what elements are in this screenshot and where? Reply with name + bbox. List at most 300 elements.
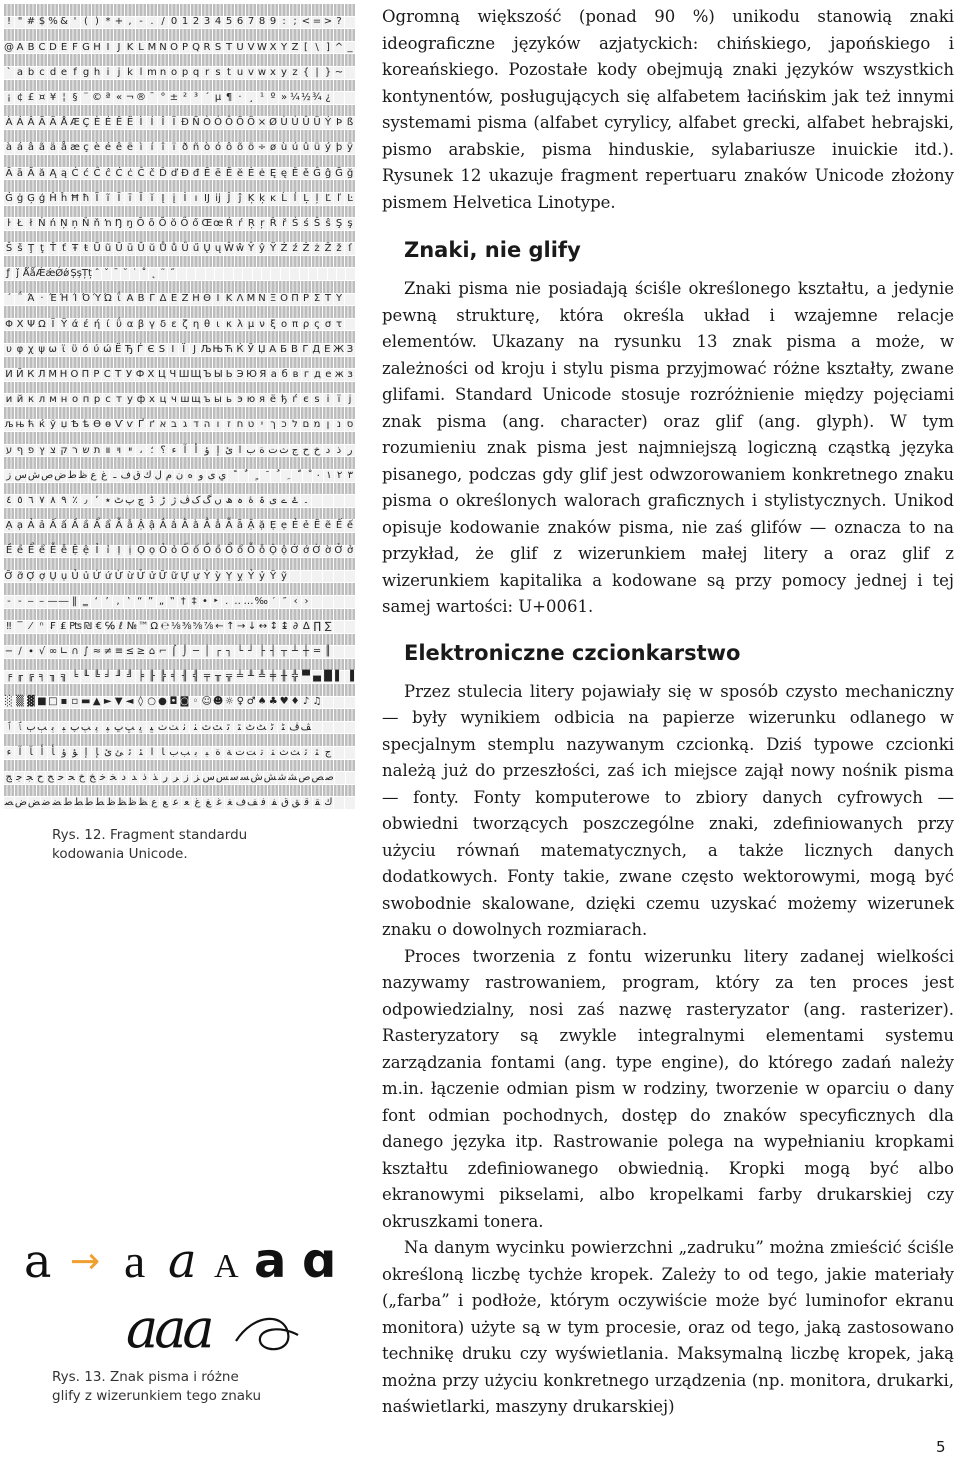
code-point-cell xyxy=(312,760,323,773)
code-point-cell xyxy=(301,457,312,470)
code-point-cell xyxy=(202,357,213,370)
glyph-cell: ľ xyxy=(334,193,345,206)
code-point-cell xyxy=(158,4,169,17)
code-point-cell xyxy=(257,785,268,798)
glyph-cell: ş xyxy=(345,218,356,231)
code-point-cell xyxy=(202,54,213,67)
glyph-cell: ﻒ xyxy=(247,797,258,809)
code-point-cell xyxy=(70,180,81,193)
glyph-cell: ▐ xyxy=(345,671,356,684)
code-point-cell xyxy=(169,29,180,42)
glyph-cell: і xyxy=(323,394,334,407)
glyph-cell: ﺄ xyxy=(48,747,59,760)
code-point-cell xyxy=(26,609,37,622)
glyph-cell: ẩ xyxy=(103,520,114,533)
code-point-row xyxy=(4,709,356,722)
code-point-cell xyxy=(246,634,257,647)
glyph-cell: U xyxy=(235,42,246,55)
glyph-cell: ╒ xyxy=(4,671,15,684)
code-point-cell xyxy=(224,130,235,143)
figure12-caption-line2: kodowania Unicode. xyxy=(52,846,188,862)
code-point-cell xyxy=(59,684,70,697)
glyph-cell: ﭢ xyxy=(201,721,212,733)
glyph-cell: Ī xyxy=(114,193,125,206)
glyph-cell: ả xyxy=(37,520,48,533)
code-point-cell xyxy=(334,306,345,319)
glyph-cell: i xyxy=(103,67,114,80)
code-point-cell xyxy=(279,256,290,269)
glyph-cell: Ỗ xyxy=(246,546,257,559)
code-point-cell xyxy=(26,29,37,42)
glyph-cell: ◦ xyxy=(190,697,201,710)
code-point-cell xyxy=(213,331,224,344)
code-point-cell xyxy=(334,558,345,571)
code-point-cell xyxy=(136,180,147,193)
glyph-cell: ﻄ xyxy=(96,797,105,809)
glyph-cell: ﭝ xyxy=(147,722,158,735)
glyph-cell: υ xyxy=(4,344,15,357)
code-point-cell xyxy=(37,130,48,143)
glyph-cell xyxy=(334,571,345,584)
glyph-cell: ♪ xyxy=(301,697,312,710)
glyph-cell: ě xyxy=(301,168,312,181)
code-point-cell xyxy=(103,432,114,445)
glyph-cell: Ų xyxy=(202,243,213,256)
code-point-cell xyxy=(345,331,356,344)
glyph-cell: ψ xyxy=(37,344,48,357)
code-point-cell xyxy=(4,306,15,319)
glyph-cell: ы xyxy=(213,394,224,407)
glyph-cell: p xyxy=(180,67,191,80)
glyph-cell: ẳ xyxy=(213,520,224,533)
glyph-cell: ﭣ xyxy=(212,721,223,733)
code-point-cell xyxy=(48,357,59,370)
code-point-cell xyxy=(235,533,246,546)
code-point-cell xyxy=(191,634,202,647)
code-point-row xyxy=(4,281,356,294)
glyph-cell: ồ xyxy=(213,546,224,559)
glyph-cell: ﻍ xyxy=(193,797,204,810)
glyph-cell: M xyxy=(147,41,157,53)
code-point-cell xyxy=(213,684,224,697)
code-point-cell xyxy=(136,734,147,747)
glyph-cell: ® xyxy=(136,91,146,103)
code-point-cell xyxy=(301,231,312,244)
glyph-cell: Λ xyxy=(235,294,246,307)
code-point-cell xyxy=(70,734,81,747)
glyph-cell: ן xyxy=(323,420,334,433)
glyph-cell: ⁿ xyxy=(37,621,48,634)
glyph-cell: ☻ xyxy=(212,696,224,708)
code-point-cell xyxy=(59,533,70,546)
glyph-cell: С xyxy=(102,369,113,382)
glyph-cell: ہ xyxy=(235,495,246,508)
glyph-cell: ˙ xyxy=(130,268,139,281)
glyph-cell: ệ xyxy=(81,546,92,559)
code-point-cell xyxy=(268,382,279,395)
code-point-cell xyxy=(15,130,26,143)
glyph-cell xyxy=(345,92,356,105)
code-point-cell xyxy=(191,54,202,67)
glyph-cell: ♠ xyxy=(257,696,267,708)
glyph-cell: O xyxy=(169,42,180,55)
code-point-cell xyxy=(202,609,213,622)
glyph-cell: Ώ xyxy=(103,293,113,305)
code-point-cell xyxy=(224,684,235,697)
code-point-cell xyxy=(268,54,279,67)
paragraph-fonts: Przez stulecia litery pojawiały się w sposób czysto mechaniczny — były wynikiem odbicia na papierze wizerunku odlanego w specjalnym stemplu nazywanym czcionką. Dziś typowe czcionki należą już do przeszłości, zaś ich miejsce zajął nowy nośnik pisma — fonty. Fonty komputerowe to zbiory danych cyfrowych — obwiedni tworzących poszczególne znaki, zdefiniowanych przy użyciu równań matematycznych, a także licznych danych dodatkowych. Fonty takie, zwane często wektorowymi, mogą być swobodnie skalowane, dzięki czemu uzyskać możemy wizerunek znaku o dowolnych rozmiarach. xyxy=(382,681,954,939)
code-point-cell xyxy=(4,357,15,370)
figure13-caption-line1: Rys. 13. Znak pisma i różne xyxy=(52,1369,239,1385)
code-point-cell xyxy=(213,54,224,67)
code-point-cell xyxy=(147,382,158,395)
glyph-cell: ﻏ xyxy=(214,797,225,810)
glyph-cell: Ё xyxy=(113,344,124,357)
glyph-cell: Ţ xyxy=(26,243,37,256)
code-point-cell xyxy=(246,432,257,445)
glyph-cell: ª xyxy=(103,92,114,105)
code-point-cell xyxy=(125,634,136,647)
glyph-cell: » xyxy=(279,92,290,105)
glyph-cell: È xyxy=(92,117,103,130)
code-point-cell xyxy=(147,483,158,496)
code-point-cell xyxy=(202,331,213,344)
glyph-row xyxy=(4,168,356,181)
code-point-cell xyxy=(81,256,92,269)
glyph-cell: Ā xyxy=(4,168,15,181)
glyph-cell: ¢ xyxy=(15,92,26,105)
glyph-cell: Ạ xyxy=(4,520,15,533)
glyph-cell: ☼ xyxy=(224,696,234,708)
code-point-cell xyxy=(290,130,301,143)
glyph-cell: ĸ xyxy=(268,193,279,206)
code-point-cell xyxy=(158,281,169,294)
glyph-cell: © xyxy=(92,91,102,103)
code-point-cell xyxy=(81,231,92,244)
code-point-cell xyxy=(191,281,202,294)
glyph-cell: Ρ xyxy=(301,294,312,307)
glyph-cell: å xyxy=(59,143,70,156)
glyph-cell: Σ xyxy=(312,294,323,307)
code-point-cell xyxy=(279,281,290,294)
code-point-cell xyxy=(103,760,114,773)
glyph-cell: ¤ xyxy=(37,92,48,105)
glyph-cell: º xyxy=(268,92,279,105)
glyph-cell xyxy=(323,495,334,508)
glyph-cell: ת xyxy=(92,445,103,458)
code-point-cell xyxy=(169,256,180,269)
glyph-cell: Ň xyxy=(81,218,92,231)
glyph-cell: ﺳ xyxy=(230,772,239,784)
glyph-cell: Β xyxy=(136,294,147,307)
code-point-cell xyxy=(15,407,26,420)
code-point-cell xyxy=(213,130,224,143)
glyph-cell: ﺮ xyxy=(171,772,181,785)
code-point-cell xyxy=(169,105,180,118)
code-point-cell xyxy=(180,432,191,445)
code-point-row xyxy=(4,105,356,118)
glyph-cell: ─ xyxy=(191,646,202,659)
glyph-cell: Ґ xyxy=(136,420,147,433)
glyph-cell: n xyxy=(158,67,169,80)
glyph-cell: ⅛ xyxy=(171,620,181,632)
code-point-cell xyxy=(37,4,48,17)
glyph-cell: ˚ xyxy=(140,268,149,281)
glyph-cell: Ь xyxy=(224,369,235,382)
code-point-cell xyxy=(158,734,169,747)
code-point-cell xyxy=(103,256,114,269)
code-point-cell xyxy=(279,558,290,571)
glyph-cell: ﭛ xyxy=(124,721,135,733)
code-point-cell xyxy=(180,684,191,697)
glyph-cell: у xyxy=(125,394,136,407)
glyph-cell: ر xyxy=(345,445,356,458)
code-point-cell xyxy=(334,508,345,521)
glyph-cell: y xyxy=(279,67,290,80)
glyph-cell: ō xyxy=(147,218,158,231)
glyph-cell: F xyxy=(70,42,81,55)
glyph-cell: ђ xyxy=(279,394,290,407)
code-point-cell xyxy=(114,80,125,93)
glyph-cell: ﻂ xyxy=(73,797,84,809)
glyph-cell xyxy=(215,268,224,281)
code-point-cell xyxy=(92,659,103,672)
glyph-cell: ‡ xyxy=(189,596,200,609)
code-point-cell xyxy=(301,105,312,118)
code-point-cell xyxy=(257,105,268,118)
glyph-cell: ū xyxy=(125,243,136,256)
glyph-cell xyxy=(345,697,356,710)
code-point-cell xyxy=(345,432,356,445)
code-point-cell xyxy=(4,256,15,269)
code-point-cell xyxy=(103,357,114,370)
code-point-cell xyxy=(147,407,158,420)
glyph-cell: Q xyxy=(191,42,202,55)
code-point-cell xyxy=(37,382,48,395)
glyph-cell: Ý xyxy=(323,117,334,130)
glyph-cell xyxy=(334,722,345,735)
glyph-variants-script: aaa xyxy=(126,1297,211,1360)
glyph-cell: ł xyxy=(26,218,37,231)
code-point-cell xyxy=(257,634,268,647)
code-point-cell xyxy=(334,709,345,722)
body-text-column xyxy=(382,4,954,1421)
glyph-cell: ٣ xyxy=(345,470,356,483)
code-point-cell xyxy=(334,256,345,269)
code-point-cell xyxy=(202,457,213,470)
glyph-cell: Ử xyxy=(136,570,146,582)
glyph-cell: ė xyxy=(257,168,268,181)
code-point-cell xyxy=(136,407,147,420)
glyph-cell: Ż xyxy=(301,243,312,256)
code-point-cell xyxy=(26,180,37,193)
code-point-cell xyxy=(15,80,26,93)
code-point-cell xyxy=(312,331,323,344)
code-point-cell xyxy=(334,457,345,470)
glyph-cell: Í xyxy=(147,117,158,130)
glyph-cell xyxy=(345,722,356,735)
code-point-cell xyxy=(235,785,246,798)
glyph-cell: ئ xyxy=(224,445,235,458)
glyph-cell: т xyxy=(114,394,125,407)
glyph-cell: ┤ xyxy=(268,646,279,659)
code-point-row xyxy=(4,432,356,445)
code-point-cell xyxy=(125,785,136,798)
code-point-cell xyxy=(180,4,191,17)
code-point-cell xyxy=(213,407,224,420)
glyph-cell: ﺱ xyxy=(202,772,215,784)
glyph-cell xyxy=(253,268,262,281)
code-point-cell xyxy=(213,659,224,672)
code-point-cell xyxy=(345,709,356,722)
code-point-cell xyxy=(59,382,70,395)
code-point-cell xyxy=(323,54,334,67)
code-point-cell xyxy=(125,4,136,17)
code-point-cell xyxy=(268,306,279,319)
glyph-cell: ĳ xyxy=(213,193,224,206)
code-point-cell xyxy=(4,231,15,244)
code-point-cell xyxy=(136,29,147,42)
code-point-cell xyxy=(15,331,26,344)
glyph-cell: ױ xyxy=(114,445,125,458)
code-point-cell xyxy=(103,508,114,521)
glyph-cell: ‣ xyxy=(211,596,222,609)
code-point-cell xyxy=(257,80,268,93)
code-point-cell xyxy=(345,4,356,17)
glyph-cell: Ị xyxy=(114,546,125,559)
code-point-cell xyxy=(323,357,334,370)
code-point-cell xyxy=(147,432,158,445)
code-point-cell xyxy=(125,609,136,622)
code-point-cell xyxy=(290,533,301,546)
code-point-cell xyxy=(169,432,180,445)
code-point-cell xyxy=(48,231,59,244)
code-point-cell xyxy=(334,684,345,697)
glyph-cell: 7 xyxy=(246,17,257,30)
code-point-cell xyxy=(191,734,202,747)
glyph-cell: Æ xyxy=(70,117,80,129)
code-point-cell xyxy=(37,357,48,370)
glyph-cell: ℮ xyxy=(160,620,170,632)
glyph-cell: @ xyxy=(4,41,14,53)
glyph-cell: ث xyxy=(279,444,289,456)
code-point-cell xyxy=(37,206,48,219)
glyph-cell: ▲ xyxy=(92,697,103,710)
glyph-cell: + xyxy=(114,16,124,28)
glyph-cell: ģ xyxy=(37,193,48,206)
glyph-row xyxy=(4,772,356,785)
glyph-cell: ے xyxy=(279,495,290,508)
glyph-cell: й xyxy=(15,394,26,407)
glyph-row xyxy=(4,42,356,55)
code-point-cell xyxy=(70,634,81,647)
glyph-cell: с xyxy=(103,394,114,407)
code-point-cell xyxy=(158,432,169,445)
code-point-cell xyxy=(268,256,279,269)
glyph-cell: € xyxy=(94,621,105,634)
glyph-cell: ٩ xyxy=(59,495,70,508)
glyph-cell: ш xyxy=(180,394,190,406)
glyph-cell: ề xyxy=(15,546,26,559)
glyph-cell: ¶ xyxy=(224,92,235,105)
code-point-cell xyxy=(323,609,334,622)
code-point-cell xyxy=(158,684,169,697)
code-point-cell xyxy=(147,508,158,521)
glyph-cell: ﺅ xyxy=(59,747,70,760)
glyph-cell: ä xyxy=(48,143,59,156)
glyph-cell xyxy=(234,268,243,281)
glyph-cell: я xyxy=(257,394,268,407)
code-point-cell xyxy=(279,760,290,773)
code-point-cell xyxy=(136,231,147,244)
code-point-cell xyxy=(224,357,235,370)
glyph-cell: ○ xyxy=(147,696,156,708)
code-point-cell xyxy=(48,29,59,42)
code-point-cell xyxy=(26,684,37,697)
code-point-cell xyxy=(312,684,323,697)
glyph-cell: ٫ xyxy=(81,495,92,508)
code-point-cell xyxy=(334,231,345,244)
code-point-cell xyxy=(4,29,15,42)
glyph-cell: Έ xyxy=(48,294,59,307)
glyph-cell: ▄ xyxy=(312,671,323,684)
code-point-cell xyxy=(92,155,103,168)
glyph-cell: щ xyxy=(191,394,201,406)
glyph-cell: ý xyxy=(323,143,334,156)
code-point-cell xyxy=(202,407,213,420)
glyph-cell: ś xyxy=(301,218,312,231)
glyph-cell: Ц xyxy=(157,369,168,382)
glyph-cell: ŏ xyxy=(169,218,180,231)
glyph-cell: \ xyxy=(312,42,323,55)
code-point-cell xyxy=(301,331,312,344)
glyph-cell: ļ xyxy=(312,193,323,206)
glyph-cell: † xyxy=(178,596,189,609)
glyph-cell: ┼ xyxy=(301,646,312,659)
glyph-cell: Þ xyxy=(334,117,345,130)
glyph-cell: ŕ xyxy=(235,218,246,231)
code-point-cell xyxy=(202,483,213,496)
glyph-cell: Ã xyxy=(37,117,48,130)
glyph-cell: Ş xyxy=(334,218,345,231)
glyph-cell: ъ xyxy=(202,394,213,407)
code-point-cell xyxy=(48,583,59,596)
code-point-cell xyxy=(48,281,59,294)
code-point-cell xyxy=(125,231,136,244)
code-point-cell xyxy=(70,155,81,168)
glyph-cell: ύ xyxy=(91,344,102,357)
glyph-cell: ﭥ xyxy=(234,722,245,735)
glyph-row xyxy=(4,420,356,433)
glyph-cell: ه xyxy=(185,470,196,483)
glyph-cell xyxy=(312,495,323,508)
code-point-cell xyxy=(301,180,312,193)
code-point-cell xyxy=(48,331,59,344)
code-point-cell xyxy=(246,130,257,143)
glyph-cell: w xyxy=(257,66,267,78)
code-point-cell xyxy=(26,382,37,395)
code-point-cell xyxy=(158,407,169,420)
glyph-cell: ﺹ xyxy=(298,772,311,784)
code-point-row xyxy=(4,306,356,319)
glyph-cell: ΰ xyxy=(114,319,125,332)
code-point-cell xyxy=(81,558,92,571)
code-point-cell xyxy=(180,609,191,622)
glyph-cell: ĉ xyxy=(103,168,114,181)
code-point-cell xyxy=(334,54,345,67)
code-point-cell xyxy=(235,659,246,672)
code-point-cell xyxy=(70,583,81,596)
